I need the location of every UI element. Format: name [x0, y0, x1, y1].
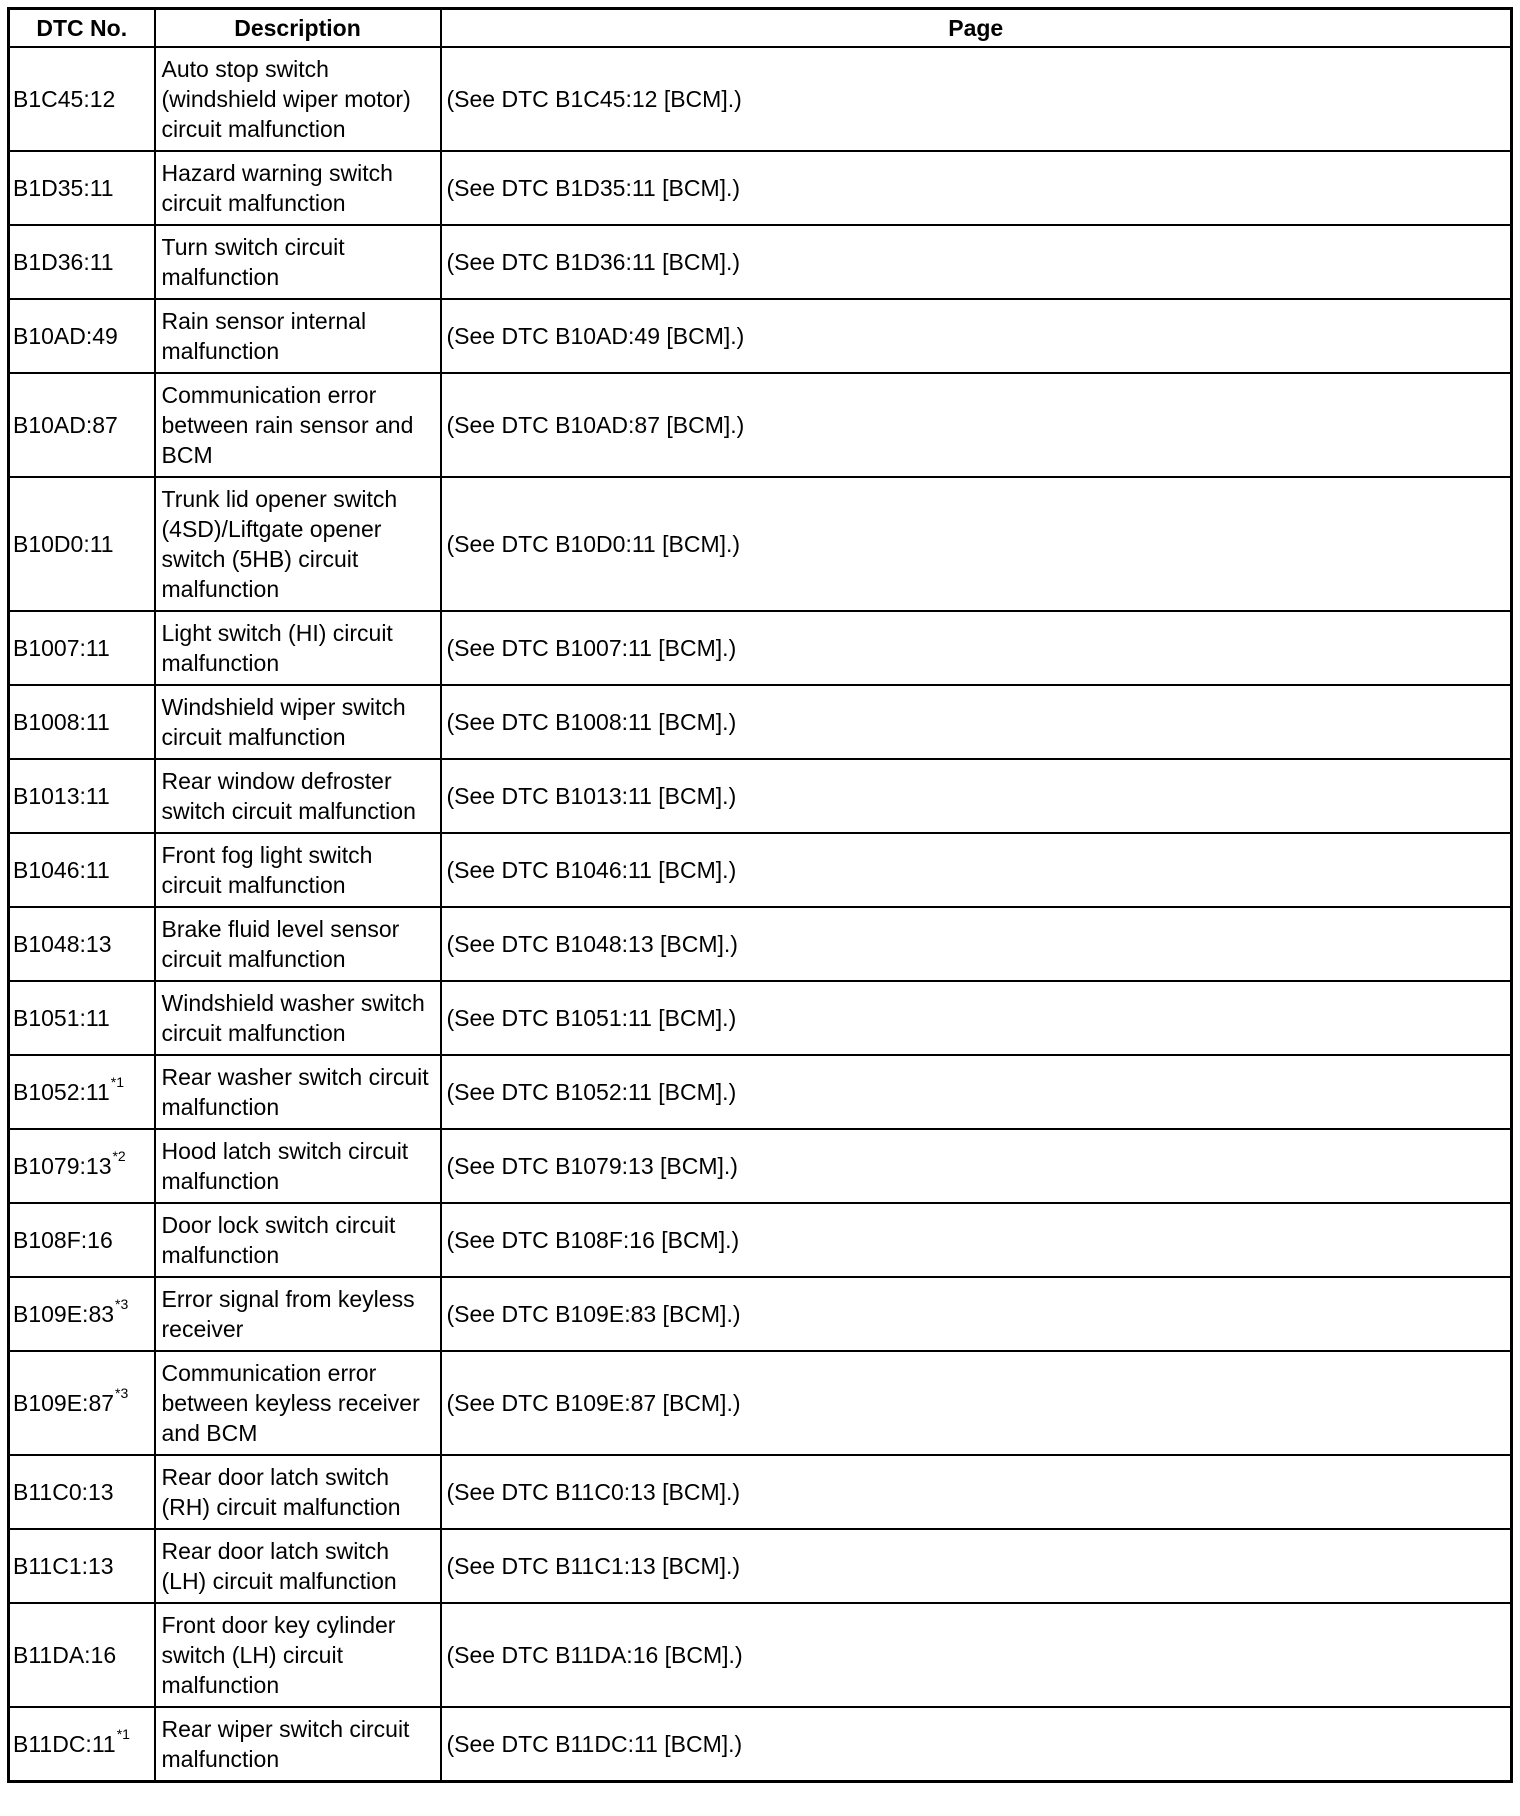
- page-reference-cell: (See DTC B109E:83 [BCM].): [441, 1277, 1512, 1351]
- description-cell: Rear door latch switch (RH) circuit malfunction: [155, 1455, 441, 1529]
- table-row: [9, 47, 1512, 151]
- dtc-code: B10D0:11: [13, 531, 114, 557]
- footnote-marker: *3: [115, 1296, 129, 1313]
- table-row: [9, 907, 1512, 981]
- dtc-code-cell: [9, 1707, 155, 1782]
- dtc-code: B109E:87: [13, 1390, 115, 1416]
- page-reference-cell: (See DTC B10D0:11 [BCM].): [441, 477, 1512, 611]
- dtc-code: B1052:11: [13, 1079, 110, 1105]
- description-cell: Turn switch circuit malfunction: [155, 225, 441, 299]
- table-row: [9, 833, 1512, 907]
- dtc-code: B1C45:12: [13, 86, 116, 112]
- page-reference-cell: (See DTC B1013:11 [BCM].): [441, 759, 1512, 833]
- description-cell: Rain sensor internal malfunction: [155, 299, 441, 373]
- dtc-code: B11DC:11: [13, 1731, 116, 1757]
- table-row: [9, 477, 1512, 611]
- page-reference-cell: (See DTC B1051:11 [BCM].): [441, 981, 1512, 1055]
- page-reference-cell: (See DTC B109E:87 [BCM].): [441, 1351, 1512, 1455]
- dtc-code-cell: [9, 1129, 155, 1203]
- dtc-code: B1008:11: [13, 709, 110, 735]
- table-row: [9, 1203, 1512, 1277]
- dtc-code-cell: [9, 477, 155, 611]
- dtc-code-cell: [9, 151, 155, 225]
- page-reference-cell: (See DTC B1D36:11 [BCM].): [441, 225, 1512, 299]
- dtc-code: B10AD:49: [13, 323, 118, 349]
- dtc-code: B1D35:11: [13, 175, 114, 201]
- page-reference-cell: (See DTC B1052:11 [BCM].): [441, 1055, 1512, 1129]
- dtc-code: B11DA:16: [13, 1642, 117, 1668]
- table-body: [9, 47, 1512, 1782]
- dtc-code: B1013:11: [13, 783, 110, 809]
- table-row: [9, 373, 1512, 477]
- dtc-code-cell: [9, 1277, 155, 1351]
- dtc-code-cell: [9, 981, 155, 1055]
- page-reference-cell: (See DTC B1048:13 [BCM].): [441, 907, 1512, 981]
- table-row: [9, 685, 1512, 759]
- description-cell: Windshield wiper switch circuit malfunction: [155, 685, 441, 759]
- table-row: [9, 1129, 1512, 1203]
- description-cell: Error signal from keyless receiver: [155, 1277, 441, 1351]
- dtc-code-cell: [9, 1455, 155, 1529]
- dtc-code: B1048:13: [13, 931, 112, 957]
- table-row: [9, 151, 1512, 225]
- dtc-code: B10AD:87: [13, 412, 118, 438]
- dtc-code-cell: [9, 299, 155, 373]
- page-reference-cell: (See DTC B1046:11 [BCM].): [441, 833, 1512, 907]
- dtc-code-cell: [9, 1529, 155, 1603]
- dtc-code-cell: [9, 373, 155, 477]
- description-cell: Rear wiper switch circuit malfunction: [155, 1707, 441, 1782]
- description-cell: Front door key cylinder switch (LH) circuit malfunction: [155, 1603, 441, 1707]
- page-reference-cell: (See DTC B11C0:13 [BCM].): [441, 1455, 1512, 1529]
- description-cell: Hazard warning switch circuit malfunction: [155, 151, 441, 225]
- dtc-code-cell: [9, 47, 155, 151]
- dtc-table: [7, 7, 1513, 1783]
- dtc-code: B1051:11: [13, 1005, 110, 1031]
- description-cell: Light switch (HI) circuit malfunction: [155, 611, 441, 685]
- table-row: [9, 611, 1512, 685]
- description-cell: Windshield washer switch circuit malfunction: [155, 981, 441, 1055]
- dtc-code: B108F:16: [13, 1227, 113, 1253]
- page-reference-cell: (See DTC B10AD:49 [BCM].): [441, 299, 1512, 373]
- dtc-code: B11C1:13: [13, 1553, 114, 1579]
- page-reference-cell: (See DTC B11DC:11 [BCM].): [441, 1707, 1512, 1782]
- dtc-code: B1D36:11: [13, 249, 114, 275]
- description-cell: Auto stop switch (windshield wiper motor) circuit malfunction: [155, 47, 441, 151]
- description-cell: Trunk lid opener switch (4SD)/Liftgate opener switch (5HB) circuit malfunction: [155, 477, 441, 611]
- dtc-code-cell: [9, 1351, 155, 1455]
- table-row: [9, 1055, 1512, 1129]
- page-reference-cell: (See DTC B11C1:13 [BCM].): [441, 1529, 1512, 1603]
- page-reference-cell: (See DTC B1D35:11 [BCM].): [441, 151, 1512, 225]
- dtc-code-cell: [9, 611, 155, 685]
- dtc-code-cell: [9, 225, 155, 299]
- description-cell: Brake fluid level sensor circuit malfunction: [155, 907, 441, 981]
- table-row: [9, 1603, 1512, 1707]
- page-reference-cell: (See DTC B1079:13 [BCM].): [441, 1129, 1512, 1203]
- dtc-code-cell: [9, 1203, 155, 1277]
- dtc-code: B109E:83: [13, 1301, 115, 1327]
- description-cell: Rear door latch switch (LH) circuit malfunction: [155, 1529, 441, 1603]
- dtc-code: B1007:11: [13, 635, 110, 661]
- footnote-marker: *3: [115, 1385, 129, 1402]
- dtc-code-cell: [9, 833, 155, 907]
- description-cell: Rear washer switch circuit malfunction: [155, 1055, 441, 1129]
- description-cell: Door lock switch circuit malfunction: [155, 1203, 441, 1277]
- description-cell: Rear window defroster switch circuit malfunction: [155, 759, 441, 833]
- table-row: [9, 1707, 1512, 1782]
- page-reference-cell: (See DTC B10AD:87 [BCM].): [441, 373, 1512, 477]
- header-dtc-no: DTC No.: [9, 9, 155, 48]
- dtc-code-cell: [9, 685, 155, 759]
- dtc-code-cell: [9, 907, 155, 981]
- dtc-code: B1046:11: [13, 857, 110, 883]
- page-reference-cell: (See DTC B11DA:16 [BCM].): [441, 1603, 1512, 1707]
- page-reference-cell: (See DTC B1007:11 [BCM].): [441, 611, 1512, 685]
- header-page: Page: [441, 9, 1512, 48]
- description-cell: Communication error between rain sensor and BCM: [155, 373, 441, 477]
- table-row: [9, 1455, 1512, 1529]
- dtc-code-cell: [9, 759, 155, 833]
- dtc-code: B1079:13: [13, 1153, 112, 1179]
- page-reference-cell: (See DTC B108F:16 [BCM].): [441, 1203, 1512, 1277]
- description-cell: Front fog light switch circuit malfunction: [155, 833, 441, 907]
- table-row: [9, 1351, 1512, 1455]
- table-row: [9, 299, 1512, 373]
- header-description: Description: [155, 9, 441, 48]
- page-reference-cell: (See DTC B1008:11 [BCM].): [441, 685, 1512, 759]
- footnote-marker: *2: [112, 1148, 126, 1165]
- dtc-code-cell: [9, 1055, 155, 1129]
- table-row: [9, 225, 1512, 299]
- table-row: [9, 981, 1512, 1055]
- page-reference-cell: (See DTC B1C45:12 [BCM].): [441, 47, 1512, 151]
- dtc-code: B11C0:13: [13, 1479, 114, 1505]
- description-cell: Hood latch switch circuit malfunction: [155, 1129, 441, 1203]
- footnote-marker: *1: [110, 1074, 125, 1091]
- table-row: [9, 1529, 1512, 1603]
- header-row: [9, 9, 1512, 48]
- table-row: [9, 1277, 1512, 1351]
- table-row: [9, 759, 1512, 833]
- footnote-marker: *1: [116, 1726, 130, 1743]
- dtc-code-cell: [9, 1603, 155, 1707]
- description-cell: Communication error between keyless receiver and BCM: [155, 1351, 441, 1455]
